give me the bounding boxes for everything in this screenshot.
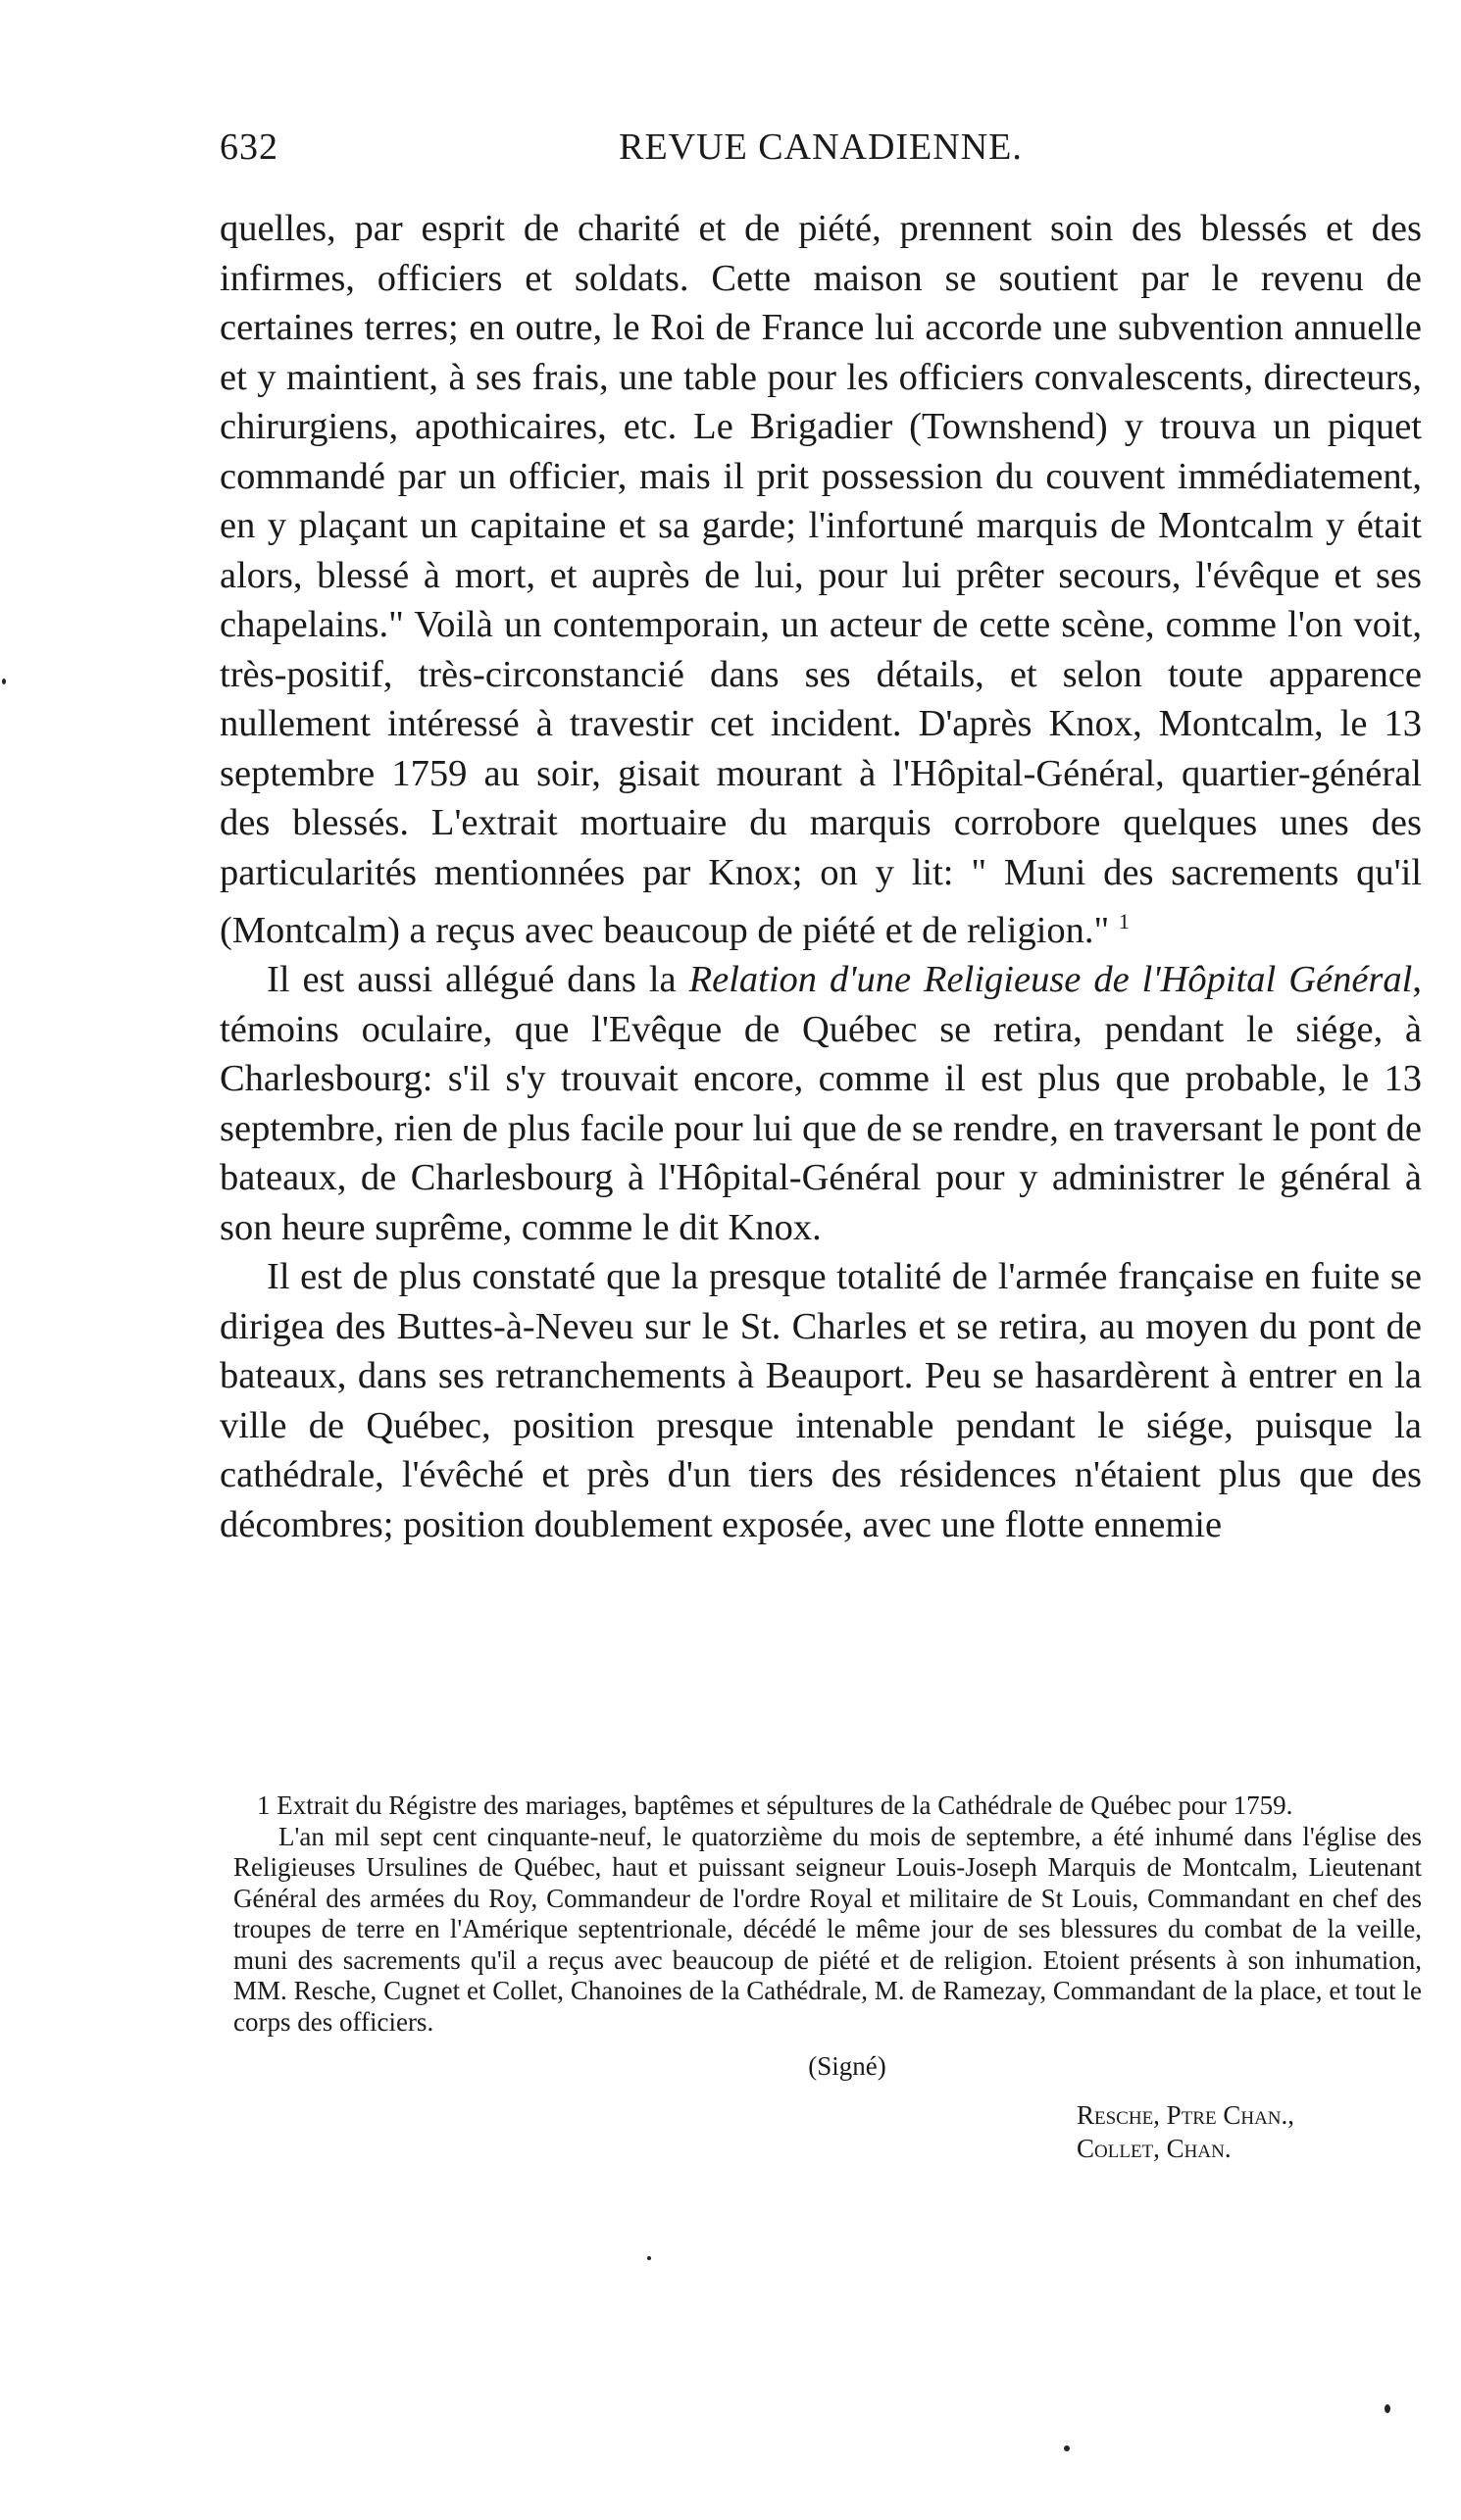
scan-speck <box>1385 2404 1390 2413</box>
signature-collet: Collet, Chan. <box>1077 2133 1232 2163</box>
body-text <box>220 204 1422 1549</box>
paragraph-2-after: , témoins oculaire, que l'Evêque de Québec se retira, pendant le siége, à Charlesbourg: s'il s'y trouvait encore, comme il est plus que probable, le 13 septembre, rien de plus facile pour lui que de se rendre, en traversant le pont de bateaux, de Charlesbourg à l'Hôpital-Général pour y administrer le général à son heure suprême, comme le dit Knox. <box>220 959 1422 1248</box>
footnote-1-record: L'an mil sept cent cinquante-neuf, le quatorzième du mois de septembre, a été inhumé dans l'église des Religieuses Ursulines de Québec, haut et puissant seigneur Louis-Joseph Marquis de Montcalm, Lieutenant Général des armées du Roy, Commandeur de l'ordre Royal et militaire de St Louis, Commandant en chef des troupes de terre en l'Amérique septentrionale, décédé le même jour de ses blessures du combat de la veille, muni des sacrements qu'il a reçus avec beaucoup de piété et de religion. Etoient présents à son inhumation, MM. Resche, Cugnet et Collet, Chanoines de la Cathédrale, M. de Ramezay, Commandant de la place, et tout le corps des officiers. <box>233 1821 1422 2037</box>
signature-resche: Resche, Ptre Chan., <box>1077 2099 1295 2130</box>
page-number: 632 <box>220 126 278 168</box>
paragraph-3: Il est de plus constaté que la presque totalité de l'armée française en fuite se dirigea des Buttes-à-Neveu sur le St. Charles et se retira, au moyen du pont de bateaux, dans ses retranchements à Beauport. Peu se hasardèrent à entrer en la ville de Québec, position presque intenable pendant le siége, puisque la cathédrale, l'évêché et près d'un tiers des résidences n'étaient plus que des décombres; position doublement exposée, avec une flotte ennemie <box>220 1256 1422 1545</box>
scan-speck <box>647 2256 651 2260</box>
signatures <box>1077 2098 1422 2165</box>
running-title: REVUE CANADIENNE. <box>619 126 1023 168</box>
footnote-1-source: 1 Extrait du Régistre des mariages, baptêmes et sépultures de la Cathédrale de Québec pour 1759. <box>257 1790 1293 1820</box>
paragraph-2-italic-title: Relation d'une Religieuse de l'Hôpital Général <box>688 959 1413 1001</box>
paragraph-2-before: Il est aussi allégué dans la <box>267 959 689 1001</box>
paragraph-2 <box>220 955 1422 1252</box>
page-header <box>220 126 1422 173</box>
paragraph-1-text: quelles, par esprit de charité et de piété, prennent soin des blessés et des infirmes, officiers et soldats. Cette maison se soutient par le revenu de certaines terres; en outre, le Roi de France lui accorde une subvention annuelle et y maintient, à ses frais, une table pour les officiers convalescents, directeurs, chirurgiens, apothicaires, etc. Le Brigadier (Townshend) y trouva un piquet commandé par un officier, mais il prit possession du couvent immédiatement, en y plaçant un capitaine et sa garde; l'infortuné marquis de Montcalm y était alors, blessé à mort, et auprès de lui, pour lui prêter secours, l'évêque et ses chapelains." Voilà un contemporain, un acteur de cette scène, comme l'on voit, très-positif, très-circonstancié dans ses détails, et selon toute apparence nullement intéressé à travestir cet incident. D'après Knox, Montcalm, le 13 septembre 1759 au soir, gisait mourant à l'Hôpital-Général, quartier-général des blessés. L'extrait mortuaire du marquis corrobore quelques unes des particularités mentionnées par Knox; on y lit: " Muni des sacrements qu'il (Montcalm) a reçus avec beaucoup de piété et de religion." <box>220 208 1422 951</box>
scan-speck <box>2 679 6 684</box>
scan-speck <box>1064 2445 1070 2451</box>
footnotes <box>233 1790 1422 2165</box>
signed-label: (Signé) <box>808 2051 886 2081</box>
footnote-marker: 1 <box>1118 909 1130 933</box>
paragraph-1 <box>220 204 1422 955</box>
